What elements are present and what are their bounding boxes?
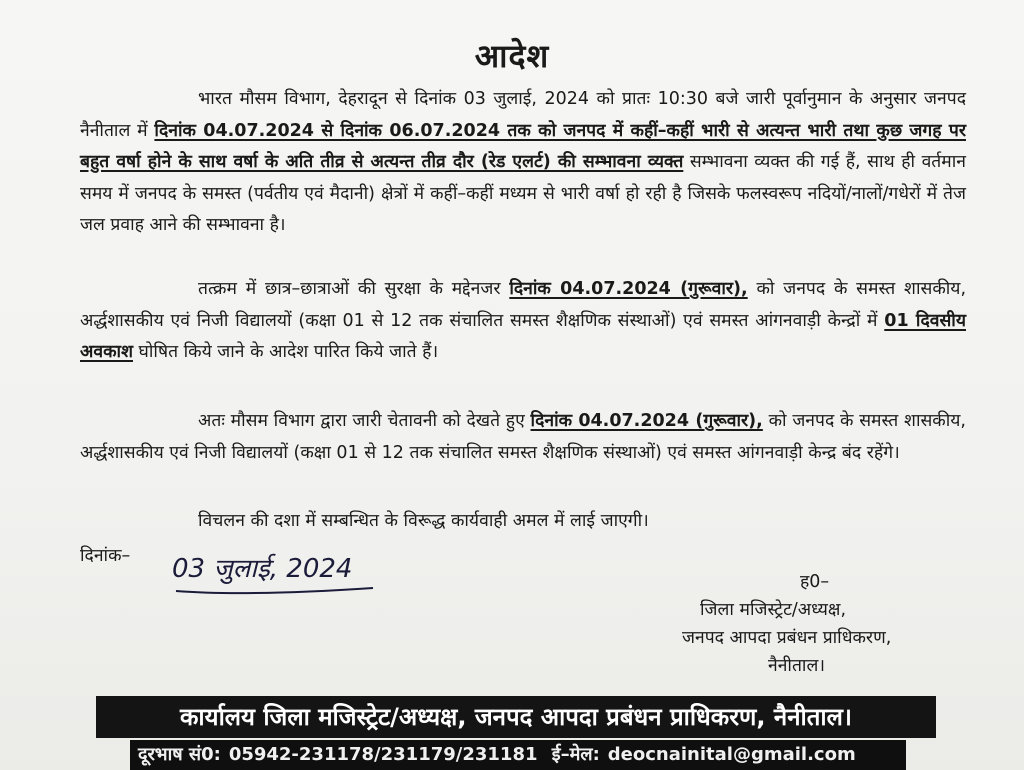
handwritten-date-text: 03 जुलाई, 2024 (172, 554, 353, 584)
paragraph-text: घोषित किये जाने के आदेश पारित किये जाते हैं। (132, 342, 439, 362)
date-label: दिनांक– (80, 546, 131, 566)
handwritten-underline (176, 588, 373, 593)
paragraph-text: को जनपद के समस्त शासकीय, अर्द्धशासकीय एवं निजी विद्यालयों (कक्षा 01 से 12 तक संचालित समस्त शैक्षणिक संस्थाओं) एवं समस्त आंगनवाड़ी केन्द्र बंद रहेंगे। (80, 411, 966, 463)
contact-footer (130, 740, 906, 770)
paragraph-weather-forecast (80, 84, 966, 242)
signature-block (660, 568, 960, 680)
paragraph-holiday-order (80, 274, 966, 369)
holiday-duration: 01 दिवसीय अवकाश (80, 310, 966, 362)
paragraph-text: भारत मौसम विभाग, देहरादून से दिनांक 03 जुलाई, 2024 को प्रातः 10:30 बजे जारी पूर्वानुमान के अनुसार जनपद नैनीताल में (80, 89, 966, 141)
signatory-location: नैनीताल। (768, 656, 825, 676)
phone-number: 05942-231178/231179/231181 (228, 744, 538, 765)
paragraph-closure-order (80, 406, 966, 469)
signatory-authority: जनपद आपदा प्रबंधन प्राधिकरण, (682, 628, 892, 648)
signatory-designation: जिला मजिस्ट्रेट/अध्यक्ष, (700, 600, 847, 620)
email-address: deocnainital@gmail.com (607, 744, 856, 765)
closure-date: दिनांक 04.07.2024 (गुरूवार), (530, 411, 763, 431)
document-title: आदेश (474, 37, 550, 75)
paragraph-text: तत्क्रम में छात्र–छात्राओं की सुरक्षा के मद्देनजर (198, 279, 510, 299)
paragraph-text: सम्भावना व्यक्त की गई हैं, साथ ही वर्तमान समय में जनपद के समस्त (पर्वतीय एवं मैदानी) क्षेत्रों में कहीं–कहीं मध्यम से भारी वर्षा हो रही है जिसके फलस्वरूप नदियों/नालों/गधेरों में तेज जल प्रवाह आने की सम्भावना है। (80, 152, 966, 235)
handwritten-date (168, 543, 383, 598)
paragraph-deviation-warning: विचलन की दशा में सम्बन्धित के विरूद्ध कार्यवाही अमल में लाई जाएगी। (198, 511, 649, 531)
highlighted-alert-text: दिनांक 04.07.2024 से दिनांक 06.07.2024 तक को जनपद में कहीं–कहीं भारी से अत्यन्त भारी तथा कुछ जगह पर बहुत वर्षा होने के साथ वर्षा के अति तीव्र से अत्यन्त तीव्र दौर (रेड एलर्ट) की सम्भावना व्यक्त (80, 120, 966, 172)
phone-label: दूरभाष सं0: (138, 744, 221, 765)
email-label: ई–मेल: (551, 744, 600, 765)
paragraph-text: को जनपद के समस्त शासकीय, अर्द्धशासकीय एवं निजी विद्यालयों (कक्षा 01 से 12 तक संचालित समस्त शैक्षणिक संस्थाओं) एवं समस्त आंगनवाड़ी केन्द्रों में (80, 279, 967, 331)
holiday-date: दिनांक 04.07.2024 (गुरूवार), (509, 279, 748, 299)
signed-mark: ह0– (800, 572, 830, 592)
office-footer: कार्यालय जिला मजिस्ट्रेट/अध्यक्ष, जनपद आपदा प्रबंधन प्राधिकरण, नैनीताल। (96, 696, 936, 738)
paragraph-text: अतः मौसम विभाग द्वारा जारी चेतावनी को देखते हुए (198, 411, 531, 431)
